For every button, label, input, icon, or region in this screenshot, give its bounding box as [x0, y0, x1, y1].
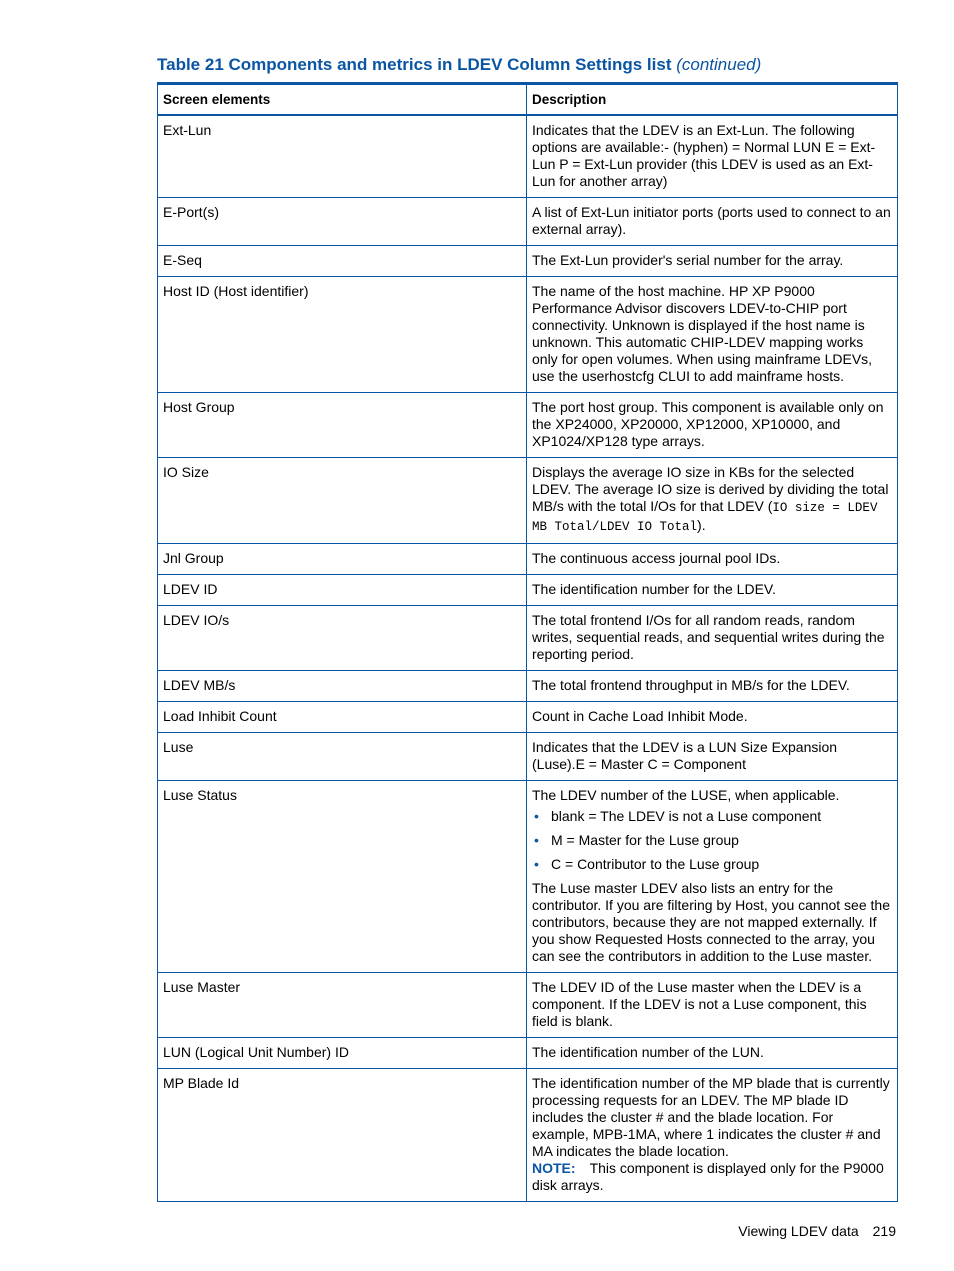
row-element: Host ID (Host identifier): [158, 277, 527, 393]
table-row: [158, 246, 898, 277]
row-description: The name of the host machine. HP XP P9000 Performance Advisor discovers LDEV-to-CHIP port connectivity. Unknown is displayed if the host name is unknown. This automatic CHIP-LDEV mapping works only for open volumes. When using mainframe LDEVs, use the userhostcfg CLUI to add mainframe hosts.: [527, 277, 898, 393]
io-size-formula: IO size = LDEV MB Total/LDEV IO Total: [532, 501, 878, 534]
table-row: [158, 781, 898, 973]
io-size-text-end: ).: [697, 517, 706, 533]
row-element: LDEV IO/s: [158, 606, 527, 671]
components-table: [157, 82, 898, 1202]
row-element: LDEV MB/s: [158, 671, 527, 702]
footer-section: Viewing LDEV data: [738, 1223, 859, 1239]
row-element: Luse Status: [158, 781, 527, 973]
table-row: [158, 544, 898, 575]
row-element: Luse: [158, 733, 527, 781]
row-description: Count in Cache Load Inhibit Mode.: [527, 702, 898, 733]
luse-status-intro: The LDEV number of the LUSE, when applicable.: [532, 787, 840, 803]
list-item: • blank = The LDEV is not a Luse component: [551, 808, 892, 825]
table-title-main: Table 21 Components and metrics in LDEV Column Settings list: [157, 55, 672, 74]
row-description: The identification number for the LDEV.: [527, 575, 898, 606]
table-row: [158, 198, 898, 246]
row-description: The Ext-Lun provider's serial number for the array.: [527, 246, 898, 277]
list-item: • C = Contributor to the Luse group: [551, 856, 892, 873]
row-description: The port host group. This component is available only on the XP24000, XP20000, XP12000, XP10000, and XP1024/XP128 type arrays.: [527, 393, 898, 458]
row-description: A list of Ext-Lun initiator ports (ports used to connect to an external array).: [527, 198, 898, 246]
table-title: [157, 55, 761, 75]
page-number: 219: [872, 1223, 896, 1239]
table-row: [158, 458, 898, 544]
row-description: The total frontend throughput in MB/s for the LDEV.: [527, 671, 898, 702]
row-element: Luse Master: [158, 973, 527, 1038]
table-row: [158, 393, 898, 458]
row-description: The total frontend I/Os for all random reads, random writes, sequential reads, and sequential writes during the reporting period.: [527, 606, 898, 671]
row-description: The LDEV ID of the Luse master when the LDEV is a component. If the LDEV is not a Luse component, this field is blank.: [527, 973, 898, 1038]
table-row: [158, 702, 898, 733]
table-row: [158, 1069, 898, 1202]
row-element: Ext-Lun: [158, 115, 527, 198]
row-description: [527, 458, 898, 544]
row-description: The continuous access journal pool IDs.: [527, 544, 898, 575]
row-element: Jnl Group: [158, 544, 527, 575]
row-description: [527, 1069, 898, 1202]
page-footer: [0, 1223, 896, 1239]
header-description: Description: [527, 84, 898, 116]
header-screen-elements: Screen elements: [158, 84, 527, 116]
note-label: NOTE:: [532, 1160, 576, 1176]
table-row: [158, 671, 898, 702]
luse-status-detail: The Luse master LDEV also lists an entry for the contributor. If you are filtering by Host, you cannot see the contributors, because they are not mapped externally. If you show Requested Hosts connected to the array, you can see the contributors in addition to the Luse master.: [532, 880, 890, 964]
table-row: [158, 1038, 898, 1069]
row-element: E-Seq: [158, 246, 527, 277]
row-element: LUN (Logical Unit Number) ID: [158, 1038, 527, 1069]
table-header-row: [158, 84, 898, 116]
table-row: [158, 277, 898, 393]
list-item: • M = Master for the Luse group: [551, 832, 892, 849]
row-description: The identification number of the LUN.: [527, 1038, 898, 1069]
table-row: [158, 575, 898, 606]
note-text: This component is displayed only for the P9000 disk arrays.: [532, 1160, 884, 1193]
note: [532, 1160, 892, 1194]
table-row: [158, 733, 898, 781]
row-element: Host Group: [158, 393, 527, 458]
mp-blade-text: The identification number of the MP blade that is currently processing requests for an LDEV. The MP blade ID includes the cluster # and the blade location. For example, MPB-1MA, where 1 indicates the cluster # and MA indicates the blade location.: [532, 1075, 890, 1159]
luse-status-list: [532, 808, 892, 873]
table-row: [158, 115, 898, 198]
row-description: Indicates that the LDEV is an Ext-Lun. The following options are available:- (hyphen) = Normal LUN E = Ext-Lun P = Ext-Lun provider (this LDEV is used as an Ext-Lun for another array): [527, 115, 898, 198]
row-element: LDEV ID: [158, 575, 527, 606]
row-element: MP Blade Id: [158, 1069, 527, 1202]
table-title-continued: (continued): [676, 55, 762, 74]
row-element: Load Inhibit Count: [158, 702, 527, 733]
row-description: Indicates that the LDEV is a LUN Size Expansion (Luse).E = Master C = Component: [527, 733, 898, 781]
io-size-text: Displays the average IO size in KBs for the selected LDEV. The average IO size is derived by dividing the total MB/s with the total I/Os for that LDEV (: [532, 464, 889, 514]
row-description: [527, 781, 898, 973]
row-element: E-Port(s): [158, 198, 527, 246]
table-row: [158, 973, 898, 1038]
table-row: [158, 606, 898, 671]
row-element: IO Size: [158, 458, 527, 544]
